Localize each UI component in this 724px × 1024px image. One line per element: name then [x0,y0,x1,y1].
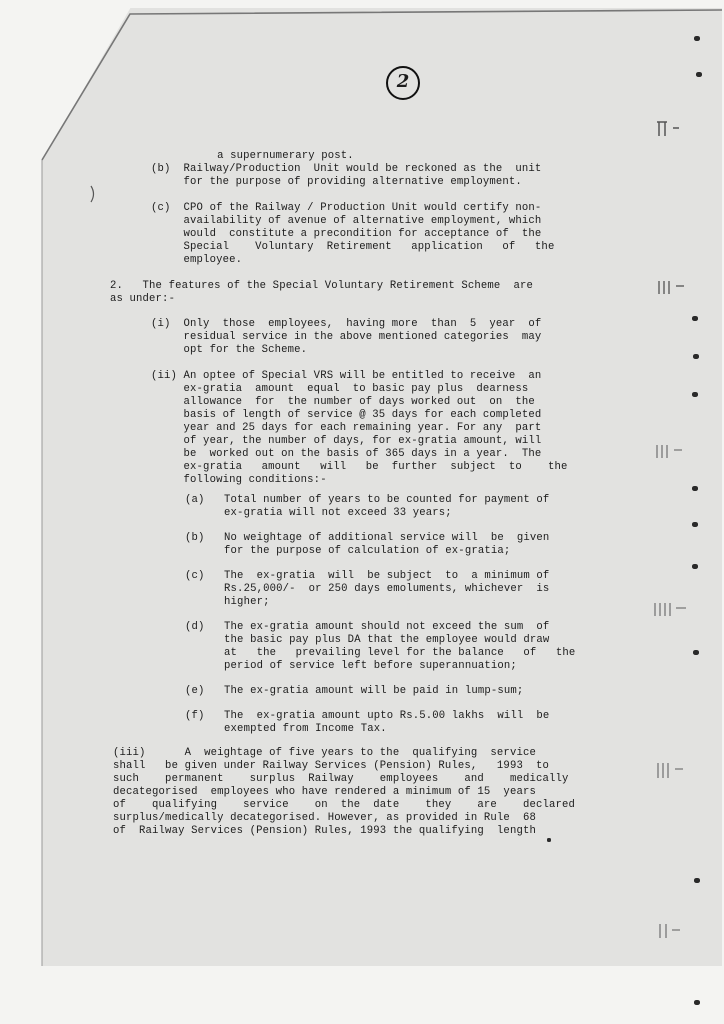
text-line: would constitute a precondition for acceptance of the [151,228,542,240]
scan-smudge-icon [652,600,692,620]
punch-hole-mark [693,650,699,655]
scan-smudge-icon [655,760,689,782]
text-line: (b) Railway/Production Unit would be reckoned as the unit [151,163,542,175]
text-line: (c) CPO of the Railway / Production Unit would certify non- [151,202,542,214]
scan-smudge-icon [656,278,690,298]
text-line: such permanent surplus Railway employees and medically [113,773,569,785]
scan-smudge-icon [654,442,688,462]
text-line: ex-gratia will not exceed 33 years; [185,507,452,519]
text-line: ex-gratia amount will be further subject to the [151,461,568,473]
text-line: (iii) A weightage of five years to the qualifying service [113,747,536,759]
text-line: shall be given under Railway Services (Pension) Rules, 1993 to [113,760,549,772]
text-line: (b) No weightage of additional service will be given [185,532,550,544]
text-line: year and 25 days for each remaining year. For any part [151,422,542,434]
punch-hole-mark [692,316,698,321]
text-line: of year, the number of days, for ex-gratia amount, will [151,435,542,447]
punch-hole-mark [694,878,700,883]
text-line: surplus/medically decategorised. However, as provided in Rule 68 [113,812,536,824]
text-line: higher; [185,596,270,608]
punch-hole-mark [694,36,700,41]
text-line: (e) The ex-gratia amount will be paid in lump-sum; [185,685,524,697]
text-line: a supernumerary post. [113,150,354,162]
punch-hole-mark [692,486,698,491]
ink-dot [547,838,551,842]
text-line: Special Voluntary Retirement application of the [151,241,555,253]
text-line: of Railway Services (Pension) Rules, 1993 the qualifying length [113,825,536,837]
text-line: ex-gratia amount equal to basic pay plus dearness [151,383,529,395]
text-line: for the purpose of calculation of ex-gratia; [185,545,511,557]
punch-hole-mark [694,1000,700,1005]
text-line: at the prevailing level for the balance of the [185,647,576,659]
text-line: of qualifying service on the date they are declared [113,799,576,811]
text-line: (d) The ex-gratia amount should not exceed the sum of [185,621,550,633]
text-line: (a) Total number of years to be counted for payment of [185,494,550,506]
text-line: exempted from Income Tax. [185,723,387,735]
scan-smudge-icon [88,184,98,204]
text-line: period of service left before superannuation; [185,660,517,672]
text-line: employee. [151,254,243,266]
punch-hole-mark [692,564,698,569]
text-line: (c) The ex-gratia will be subject to a minimum of [185,570,550,582]
text-line: as under:- [110,293,176,305]
text-line: basis of length of service @ 35 days for each completed [151,409,542,421]
text-line: residual service in the above mentioned categories may [151,331,542,343]
punch-hole-mark [696,72,702,77]
punch-hole-mark [692,392,698,397]
scan-smudge-icon [656,920,686,942]
text-line: availability of avenue of alternative employment, which [151,215,542,227]
text-line: 2. The features of the Special Voluntary Retirement Scheme are [110,280,533,292]
page-number-circle: 2 [386,66,420,100]
text-line: (ii) An optee of Special VRS will be entitled to receive an [151,370,542,382]
text-line: for the purpose of providing alternative employment. [151,176,522,188]
text-line: opt for the Scheme. [151,344,308,356]
text-line: be worked out on the basis of 365 days in a year. The [151,448,542,460]
text-line: following conditions:- [151,474,327,486]
text-line: Rs.25,000/- or 250 days emoluments, whichever is [185,583,550,595]
punch-hole-mark [692,522,698,527]
text-line: decategorised employees who have rendered a minimum of 15 years [113,786,536,798]
text-line: the basic pay plus DA that the employee would draw [185,634,550,646]
text-line: (i) Only those employees, having more than 5 year of [151,318,542,330]
text-line: (f) The ex-gratia amount upto Rs.5.00 lakhs will be [185,710,550,722]
punch-hole-mark [693,354,699,359]
text-line: allowance for the number of days worked out on the [151,396,535,408]
scan-smudge-icon [655,118,685,140]
